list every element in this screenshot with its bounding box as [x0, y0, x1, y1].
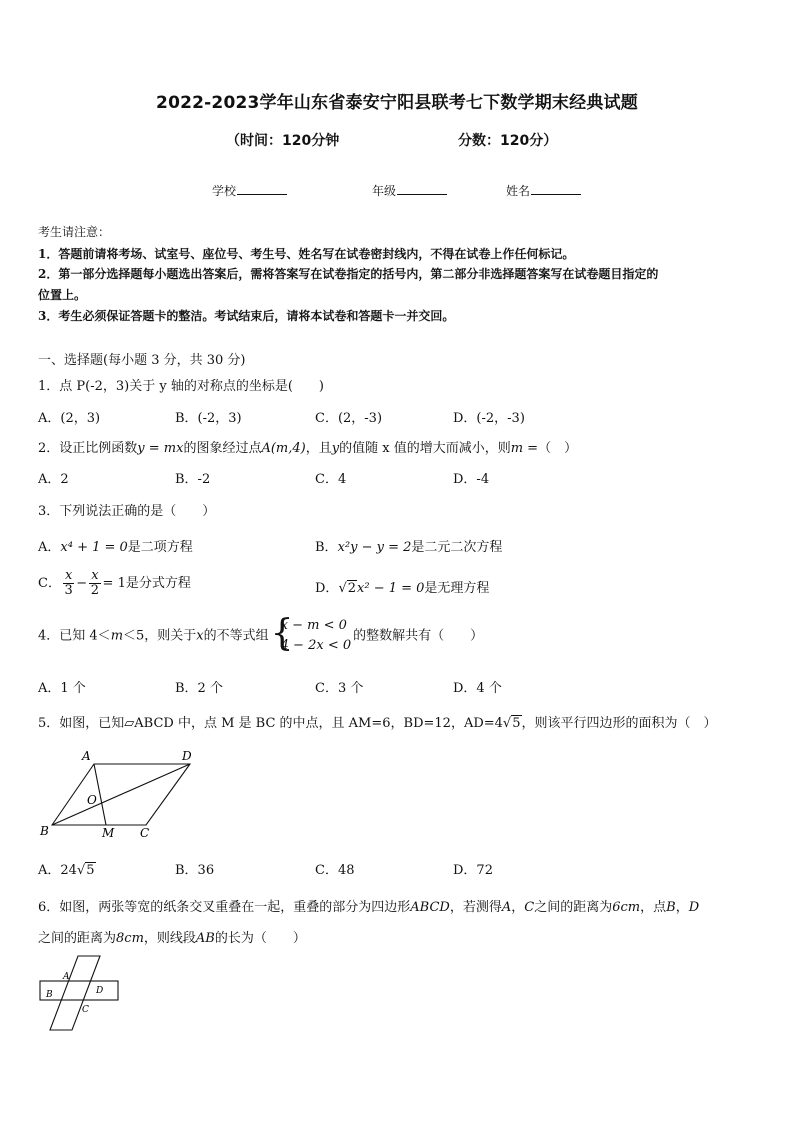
q3-a-text: 是二项方程 — [127, 540, 193, 555]
q3-d-label: D． — [315, 581, 339, 596]
notice-item-3: 3．考生必须保证答题卡的整洁。考试结束后，请将本试卷和答题卡一并交回。 — [38, 309, 455, 323]
q5-stem: 5．如图，已知▱ABCD 中，点 M 是 BC 的中点，且 AM=6，BD=12，AD=4√5，则该平行四边形的面积为（ ） — [38, 716, 717, 731]
exam-score: 分数：120分） — [458, 133, 558, 149]
q2-y-var: y — [331, 441, 340, 456]
q3-a-math: x⁴ + 1 = 0 — [60, 540, 128, 555]
q5-option-c[interactable]: C．48 — [315, 863, 355, 878]
q4-text-c: 的不等式组 — [203, 628, 269, 644]
q3-option-d[interactable]: D．√2x² − 1 = 0是无理方程 — [315, 581, 490, 596]
name-label: 姓名 — [506, 184, 531, 198]
q6-distance-6: 6cm — [612, 900, 641, 915]
q6-paper-strips-figure — [36, 950, 126, 1034]
q5-sqrt: 5 — [512, 716, 521, 731]
q6-distance-8: 8cm — [116, 931, 144, 946]
q1-stem: 1．点 P(-2，3)关于 y 轴的对称点的坐标是( ) — [38, 379, 324, 394]
label-o: O — [87, 793, 97, 807]
q2-option-c[interactable]: C．4 — [315, 472, 347, 487]
label-a: A — [63, 972, 70, 982]
q4-inequality-system — [270, 613, 352, 656]
q3-c-frac-1: $\frac{x}{3}$ — [64, 568, 73, 598]
name-blank[interactable] — [531, 183, 581, 195]
q5-option-a[interactable]: A．24√5 — [38, 863, 95, 878]
q3-c-text: 是分式方程 — [125, 576, 191, 591]
q5-a-text: A．24 — [38, 863, 77, 878]
label-c: C — [140, 826, 150, 840]
q5-a-sqrt: 5 — [86, 863, 95, 878]
q4-option-d[interactable]: D．4 个 — [453, 681, 502, 696]
q2-m-eq: m = — [510, 441, 539, 456]
q4-text-d: 的整数解共有（ ） — [353, 628, 484, 644]
grade-label: 年级 — [372, 184, 397, 198]
q2-option-d[interactable]: D．-4 — [453, 472, 490, 487]
q2-option-b[interactable]: B．-2 — [175, 472, 211, 487]
q2-text-b: 的图象经过点 — [183, 441, 262, 456]
q3-c-eq: = 1 — [102, 576, 126, 591]
exam-time: （时间：120分钟 — [226, 133, 340, 149]
q5-text-a: 5．如图，已知▱ABCD 中，点 M 是 BC 的中点，且 AM=6，BD=12，AD=4 — [38, 716, 503, 731]
q2-text-e: （ ） — [538, 441, 578, 456]
school-blank[interactable] — [237, 183, 287, 195]
q3-option-b[interactable] — [315, 536, 502, 555]
q6-stem-line-1: 6．如图，两张等宽的纸条交叉重叠在一起，重叠的部分为四边形ABCD，若测得A，C之间的距离为6cm，点B，D — [38, 900, 700, 915]
notice-item-2-cont: 位置上。 — [38, 288, 87, 302]
q2-point: A(m,4) — [261, 441, 306, 456]
q2-text-c: ，且 — [305, 441, 332, 456]
q4-x: x — [196, 628, 204, 644]
q6-abcd: ABCD — [410, 900, 450, 915]
q2-stem — [38, 437, 577, 456]
q3-c-label: C． — [38, 576, 61, 591]
q3-b-text: 是二元二次方程 — [411, 540, 503, 555]
school-label: 学校 — [212, 184, 237, 198]
q2-text-d: 的值随 x 值的增大而减小，则 — [339, 441, 511, 456]
q3-c-frac-2: $\frac{x}{2}$ — [90, 568, 100, 598]
q1-option-d[interactable]: D．(-2，-3) — [453, 411, 525, 426]
notice-item-2: 2．第一部分选择题每小题选出答案后，需将答案写在试卷指定的括号内，第二部分非选择题答案写在试卷题目指定的 — [38, 267, 659, 281]
school-field — [212, 182, 287, 199]
q4-option-c[interactable]: C．3 个 — [315, 681, 364, 696]
q3-d-text: 是无理方程 — [424, 581, 490, 596]
q3-c-minus: − — [76, 576, 88, 591]
q1-option-a[interactable]: A．(2，3) — [38, 411, 101, 426]
q3-d-sqrt: 2 — [347, 581, 357, 596]
grade-field — [372, 182, 447, 199]
q4-text-a: 4．已知 4＜ — [38, 628, 111, 644]
q3-a-label: A． — [38, 540, 61, 555]
slanted-strip — [50, 956, 100, 1030]
section-heading: 一、选择题(每小题 3 分，共 30 分) — [38, 353, 246, 368]
q1-option-b[interactable]: B．(-2，3) — [175, 411, 242, 426]
q4-m: m — [110, 628, 124, 644]
q4-text-b: ＜5，则关于 — [123, 628, 197, 644]
notice-heading: 考生请注意： — [38, 225, 111, 239]
q4-row-2: 4 − 2x < 0 — [280, 638, 352, 653]
q3-d-math: x² − 1 = 0 — [357, 581, 425, 596]
q3-option-a[interactable] — [38, 536, 193, 555]
name-field — [506, 182, 581, 199]
label-m: M — [102, 826, 115, 840]
label-d: D — [96, 986, 104, 996]
notice-item-1: 1．答题前请将考场、试室号、座位号、考生号、姓名写在试卷密封线内，不得在试卷上作任何标记。 — [38, 247, 575, 261]
q4-option-b[interactable]: B．2 个 — [175, 681, 223, 696]
label-b: B — [40, 824, 49, 838]
q4-row-1: x − m < 0 — [280, 618, 347, 633]
q2-option-a[interactable]: A．2 — [38, 472, 69, 487]
q5-option-b[interactable]: B．36 — [175, 863, 215, 878]
q4-option-a[interactable]: A．1 个 — [38, 681, 86, 696]
label-b: B — [46, 990, 53, 1000]
q5-text-b: ，则该平行四边形的面积为（ ） — [521, 716, 717, 731]
label-a: A — [82, 749, 91, 763]
page-title: 2022-2023学年山东省泰安宁阳县联考七下数学期末经典试题 — [156, 93, 638, 113]
q2-text-a: 2．设正比例函数 — [38, 441, 138, 456]
grade-blank[interactable] — [397, 183, 447, 195]
q3-b-label: B． — [315, 540, 338, 555]
q6-stem-line-2: 之间的距离为8cm，则线段AB的长为（ ） — [38, 931, 306, 946]
q2-function: y = mx — [137, 441, 184, 456]
brace-icon: { — [270, 613, 294, 654]
q4-stem — [38, 613, 484, 656]
q3-option-c[interactable] — [38, 569, 191, 598]
q5-parallelogram-figure — [34, 744, 204, 844]
q6-ab: AB — [195, 931, 215, 946]
q1-option-c[interactable]: C．(2，-3) — [315, 411, 383, 426]
q5-option-d[interactable]: D．72 — [453, 863, 493, 878]
q3-b-math: x²y − y = 2 — [337, 540, 412, 555]
label-c: C — [82, 1005, 89, 1015]
q3-stem: 3．下列说法正确的是（ ） — [38, 504, 216, 519]
label-d: D — [182, 749, 192, 763]
